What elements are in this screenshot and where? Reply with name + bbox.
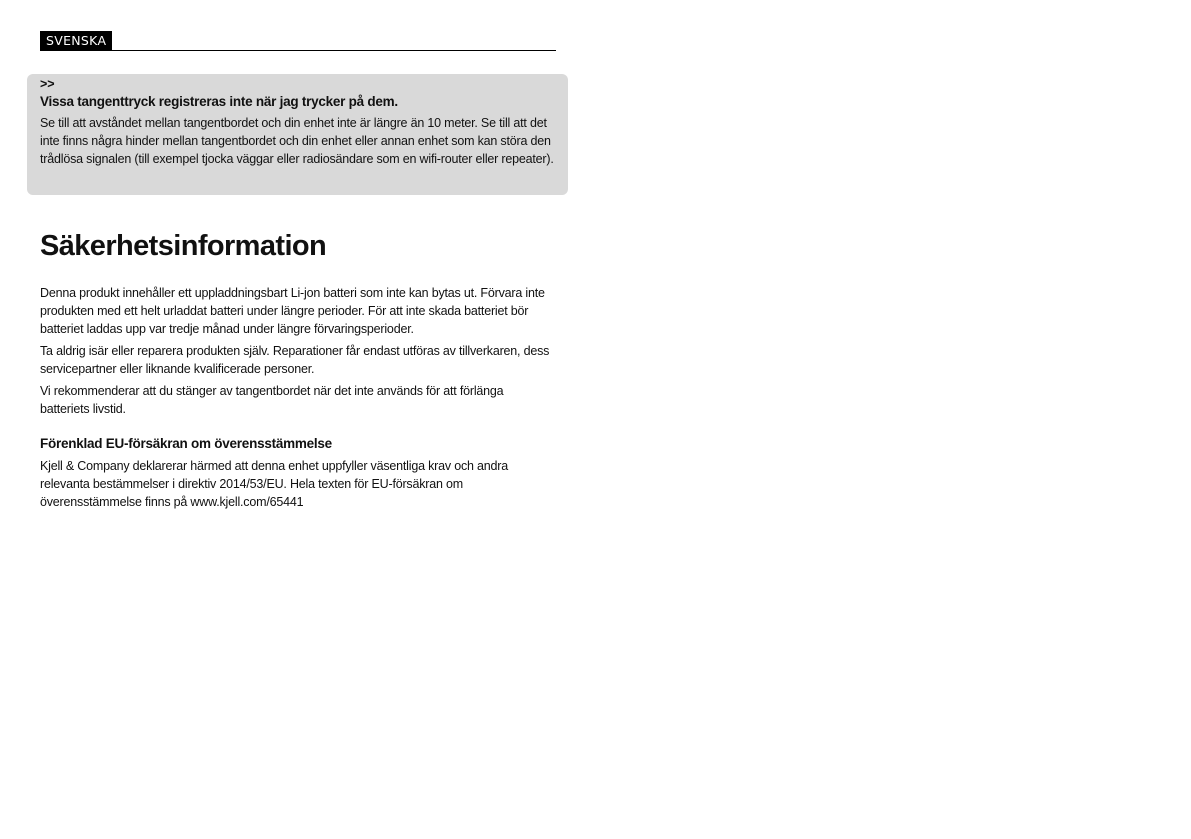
safety-paragraph-battery: Denna produkt innehåller ett uppladdningsbart Li-jon batteri som inte kan bytas ut. Förvara inte produkten med ett helt urladdat batteri under längre perioder. För att inte skada batteriet bör batteriet laddas upp var tredje månad under längre förvaringsperioder. [40,286,545,336]
safety-paragraph-repair: Ta aldrig isär eller reparera produkten själv. Reparationer får endast utföras av tillverkaren, dess servicepartner eller liknande kvalificerade personer. [40,344,550,376]
page-title: Säkerhetsinformation [40,230,327,262]
eu-declaration-text: Kjell & Company deklarerar härmed att denna enhet uppfyller väsentliga krav och andra relevanta bestämmelser i direktiv 2014/53/EU. Hela texten för EU-försäkran om överensstämmelse finns på www.kjell.com/65441 [40,459,508,509]
language-tag: SVENSKA [40,31,112,50]
safety-section [40,284,556,515]
troubleshooting-text: Se till att avståndet mellan tangentbordet och din enhet inte är längre än 10 meter. Se till att det inte finns några hinder mellan tangentbordet och din enhet eller annan enhet som kan störa den trådlösa signalen (till exempel tjocka väggar eller radiosändare som en wifi-router eller repeater). [40,116,554,166]
troubleshooting-box [27,74,568,195]
language-header [40,31,556,51]
safety-paragraph-power: Vi rekommenderar att du stänger av tangentbordet när det inte används för att förlänga batteriets livstid. [40,384,504,416]
eu-declaration-heading: Förenklad EU-försäkran om överensstämmelse [40,436,332,451]
troubleshooting-marker: >> [40,77,55,91]
troubleshooting-title: Vissa tangenttryck registreras inte när jag trycker på dem. [40,94,398,109]
